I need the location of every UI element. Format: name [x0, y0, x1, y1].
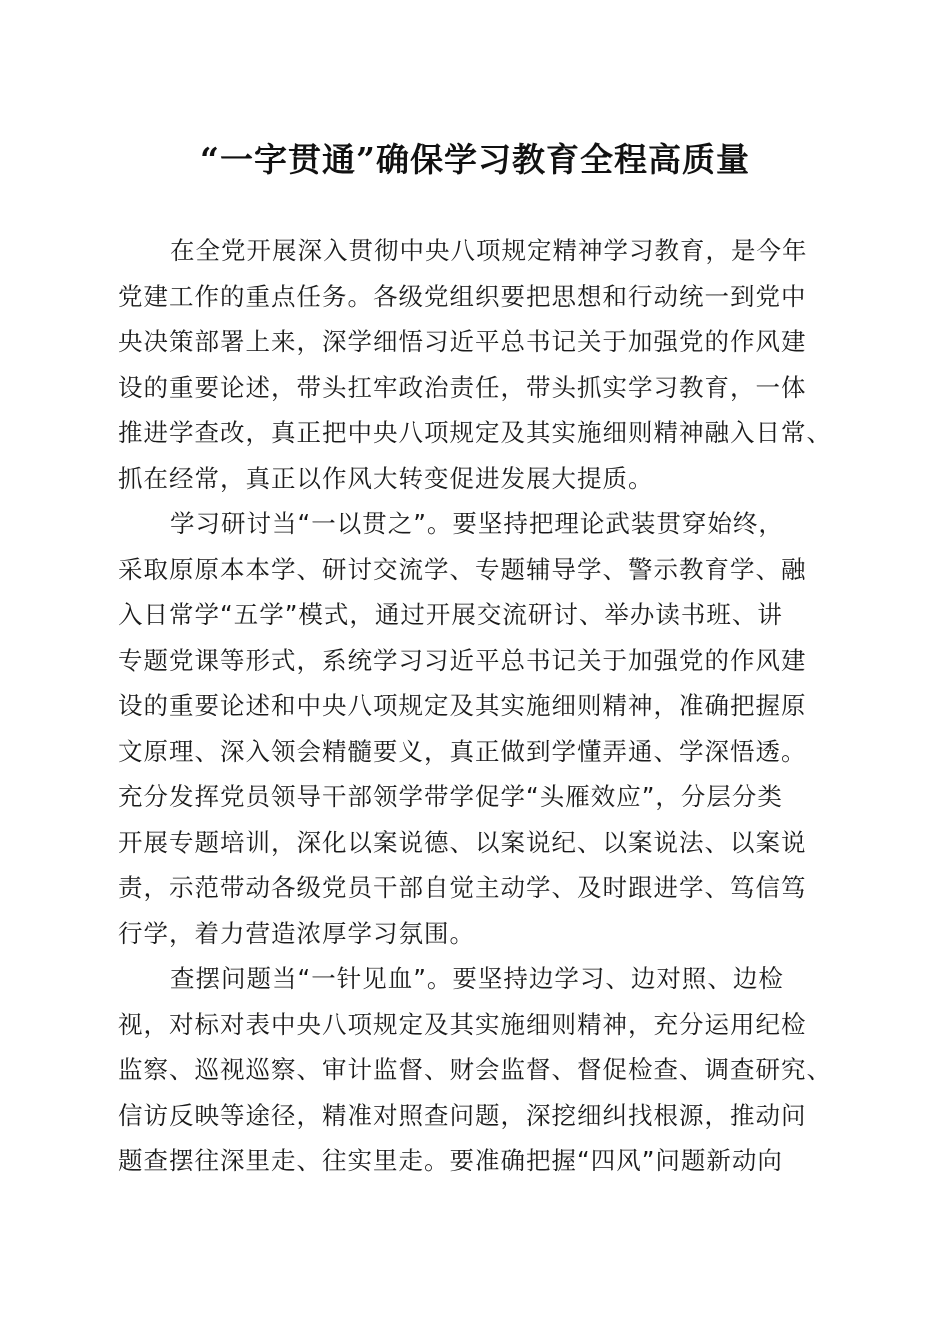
paragraph-2-line: 采取原原本本学、研讨交流学、专题辅导学、警示教育学、融 — [118, 554, 807, 584]
paragraph-3-line: 信访反映等途径，精准对照查问题，深挖细纠找根源，推动问 — [118, 1100, 807, 1130]
paragraph-2-line: 充分发挥党员领导干部领学带学促学“头雁效应”，分层分类 — [118, 782, 783, 811]
document-body — [118, 228, 853, 1184]
paragraph-2-line: 责，示范带动各级党员干部自觉主动学、及时跟进学、笃信笃 — [118, 873, 807, 902]
paragraph-1-line: 央决策部署上来，深学细悟习近平总书记关于加强党的作风建 — [118, 327, 807, 356]
paragraph-2-line: 学习研讨当“一以贯之”。要坚持把理论武装贯穿始终， — [170, 509, 784, 538]
paragraph-1-line: 推进学查改，真正把中央八项规定及其实施细则精神融入日常、 — [118, 418, 832, 447]
paragraph-2-line: 入日常学“五学”模式，通过开展交流研讨、举办读书班、讲 — [118, 600, 783, 629]
document-title: “一字贯通”确保学习教育全程高质量 — [200, 140, 750, 179]
paragraph-2-line: 文原理、深入领会精髓要义，真正做到学懂弄通、学深悟透。 — [118, 736, 807, 766]
paragraph-2-line: 开展专题培训，深化以案说德、以案说纪、以案说法、以案说 — [118, 827, 807, 857]
paragraph-3-line: 查摆问题当“一针见血”。要坚持边学习、边对照、边检 — [170, 964, 784, 993]
paragraph-3-line: 视，对标对表中央八项规定及其实施细则精神，充分运用纪检 — [118, 1009, 807, 1039]
paragraph-3-line: 监察、巡视巡察、审计监督、财会监督、督促检查、调查研究、 — [118, 1055, 832, 1084]
paragraph-3-line: 题查摆往深里走、往实里走。要准确把握“四风”问题新动向 — [118, 1146, 783, 1175]
paragraph-2-line: 专题党课等形式，系统学习习近平总书记关于加强党的作风建 — [118, 645, 807, 675]
paragraph-1-line: 设的重要论述，带头扛牢政治责任，带头抓实学习教育，一体 — [118, 372, 807, 402]
paragraph-1-line: 抓在经常，真正以作风大转变促进发展大提质。 — [118, 463, 654, 493]
paragraph-1-line: 在全党开展深入贯彻中央八项规定精神学习教育，是今年 — [170, 236, 808, 265]
paragraph-2-line: 设的重要论述和中央八项规定及其实施细则精神，准确把握原 — [118, 691, 807, 720]
paragraph-2-line: 行学，着力营造浓厚学习氛围。 — [118, 918, 475, 948]
paragraph-1-line: 党建工作的重点任务。各级党组织要把思想和行动统一到党中 — [118, 281, 807, 311]
